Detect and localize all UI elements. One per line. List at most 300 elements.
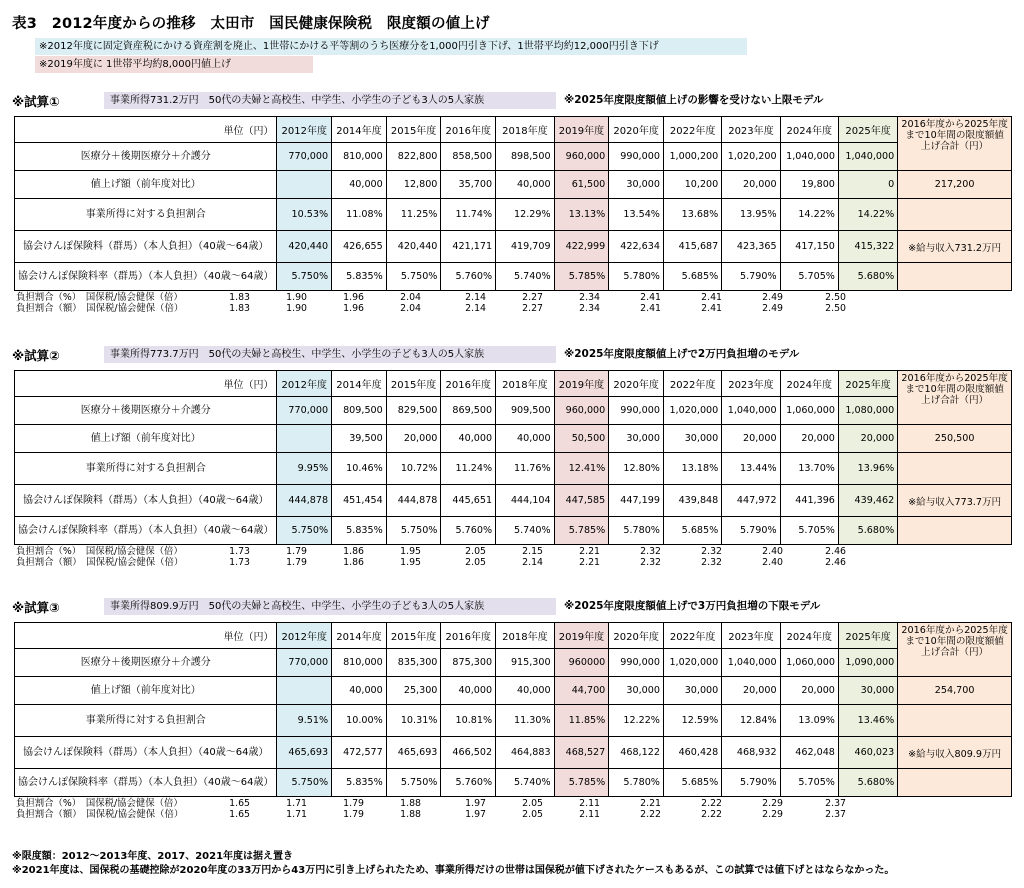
table-cell: 468,932 [722,737,780,769]
year-header: 2018年度 [496,623,555,649]
table-cell: 822,800 [386,143,441,171]
table-cell: 10.53% [277,199,332,231]
trial-section-1 [12,92,1012,314]
table-cell: 869,500 [441,397,496,425]
table-cell: 5.790% [722,517,780,545]
trial-table [14,622,1012,797]
table-cell: 30,000 [663,425,721,453]
ratio-value: 1.73 [229,557,250,568]
table-cell: 1,080,000 [838,397,897,425]
year-header: 2019年度 [554,623,609,649]
table-cell: 13.70% [780,453,838,485]
ratio-value: 2.41 [640,292,661,303]
salary-income-note: ※給与収入773.7万円 [898,485,1012,517]
table-cell [277,171,332,199]
table-cell: 990,000 [609,649,664,677]
total-column-blank [898,705,1012,737]
table-cell: 465,693 [386,737,441,769]
table-cell: 30,000 [609,677,664,705]
table-row [15,171,1012,199]
table-cell: 30,000 [609,171,664,199]
year-header: 2016年度 [441,371,496,397]
ratio-value: 1.71 [286,809,307,820]
trial-header [12,346,1012,364]
table-cell: 20,000 [722,425,780,453]
table-row [15,397,1012,425]
table-cell: 439,848 [663,485,721,517]
total-column-blank [898,263,1012,291]
table-cell: 444,104 [496,485,555,517]
table-cell: 5.685% [663,769,721,797]
table-cell: 5.750% [277,263,332,291]
year-header: 2016年度 [441,623,496,649]
row-label: 協会けんぽ保険料（群馬）（本人負担）（40歳～64歳） [15,485,277,517]
table-cell: 10.81% [441,705,496,737]
ratio-value: 2.04 [400,292,421,303]
table-cell: 460,428 [663,737,721,769]
ratio-label: 負担割合（額） 国保税/協会健保（倍） [16,557,184,568]
trial-model-note: ※2025年度限度額値上げの影響を受けない上限モデル [564,94,824,106]
year-header: 2025年度 [838,117,897,143]
table-cell: 462,048 [780,737,838,769]
table-cell: 40,000 [496,171,555,199]
table-header-row [15,371,1012,397]
ratio-value: 1.97 [465,798,486,809]
table-cell: 447,585 [554,485,609,517]
table-cell: 898,500 [496,143,555,171]
table-cell: 30,000 [663,677,721,705]
table-cell: 423,365 [722,231,780,263]
year-header: 2014年度 [332,371,387,397]
table-cell: 1,060,000 [780,649,838,677]
ratio-value: 1.90 [286,292,307,303]
table-cell: 419,709 [496,231,555,263]
table-cell: 1,090,000 [838,649,897,677]
ratio-value: 1.83 [229,292,250,303]
ratio-value: 1.79 [343,798,364,809]
table-cell: 5.835% [332,263,387,291]
ratio-value: 2.41 [701,292,722,303]
table-cell: 468,527 [554,737,609,769]
footnotes [12,850,894,878]
ratio-value: 2.41 [701,303,722,314]
trial-description: 事業所得773.7万円 50代の夫婦と高校生、中学生、小学生の子ども3人の5人家族 [104,346,556,363]
table-cell: 770,000 [277,143,332,171]
year-header: 2014年度 [332,117,387,143]
year-header: 2015年度 [386,623,441,649]
salary-income-note: ※給与収入809.9万円 [898,737,1012,769]
ratio-value: 2.21 [579,546,600,557]
ratio-table [14,546,849,568]
ratio-value: 1.86 [343,557,364,568]
unit-header: 単位（円） [15,117,277,143]
table-cell: 5.835% [332,517,387,545]
ratio-value: 2.32 [640,557,661,568]
ratio-value: 1.96 [343,303,364,314]
ratio-label: 負担割合（%） 国保税/協会健保（倍） [16,546,183,557]
table-cell: 5.835% [332,769,387,797]
ratio-value: 1.90 [286,303,307,314]
table-cell: 1,040,000 [722,397,780,425]
ratio-label: 負担割合（%） 国保税/協会健保（倍） [16,798,183,809]
table-cell: 13.44% [722,453,780,485]
table-cell: 9.95% [277,453,332,485]
table-cell: 468,122 [609,737,664,769]
row-label: 医療分＋後期医療分＋介護分 [15,649,277,677]
table-cell: 13.13% [554,199,609,231]
table-cell: 20,000 [780,425,838,453]
table-row [15,737,1012,769]
ratio-value: 1.65 [229,798,250,809]
total-column-blank [898,453,1012,485]
table-cell: 1,020,200 [722,143,780,171]
table-cell: 20,000 [780,677,838,705]
table-cell: 12.59% [663,705,721,737]
row-label: 協会けんぽ保険料（群馬）（本人負担）（40歳～64歳） [15,231,277,263]
ratio-row [14,546,849,557]
table-cell: 40,000 [332,171,387,199]
table-cell [277,425,332,453]
table-cell: 770,000 [277,397,332,425]
table-cell: 13.96% [838,453,897,485]
table-cell: 5.740% [496,517,555,545]
table-cell: 40,000 [496,425,555,453]
ratio-value: 2.21 [640,798,661,809]
year-header: 2023年度 [722,371,780,397]
ratio-value: 1.97 [465,809,486,820]
ratio-value: 2.05 [465,557,486,568]
note-2019: ※2019年度に 1世帯平均約8,000円値上げ [35,56,313,73]
table-cell: 9.51% [277,705,332,737]
table-row [15,649,1012,677]
table-cell: 420,440 [277,231,332,263]
ratio-value: 1.96 [343,292,364,303]
table-cell: 5.680% [838,769,897,797]
table-cell [277,677,332,705]
table-cell: 11.25% [386,199,441,231]
year-header: 2012年度 [277,117,332,143]
year-header: 2020年度 [609,371,664,397]
row-label: 協会けんぽ保険料率（群馬）（本人負担）（40歳～64歳） [15,769,277,797]
table-cell: 810,000 [332,143,387,171]
table-cell: 875,300 [441,649,496,677]
ratio-value: 2.22 [701,798,722,809]
row-label: 事業所得に対する負担割合 [15,705,277,737]
ratio-value: 2.34 [579,292,600,303]
table-cell: 13.68% [663,199,721,231]
ratio-value: 2.46 [825,557,846,568]
table-cell: 13.54% [609,199,664,231]
table-cell: 5.785% [554,263,609,291]
table-cell: 5.685% [663,517,721,545]
table-row [15,705,1012,737]
table-cell: 960,000 [554,143,609,171]
table-cell: 5.790% [722,769,780,797]
year-header: 2019年度 [554,117,609,143]
table-row [15,485,1012,517]
table-cell: 441,396 [780,485,838,517]
ratio-value: 1.73 [229,546,250,557]
table-cell: 909,500 [496,397,555,425]
ratio-value: 2.14 [465,292,486,303]
table-cell: 5.760% [441,517,496,545]
unit-header: 単位（円） [15,371,277,397]
table-cell: 11.30% [496,705,555,737]
row-label: 値上げ額（前年度対比） [15,677,277,705]
table-cell: 5.750% [277,769,332,797]
ratio-value: 2.49 [762,303,783,314]
table-cell: 809,500 [332,397,387,425]
table-cell: 810,000 [332,649,387,677]
table-cell: 460,023 [838,737,897,769]
table-cell: 40,000 [441,677,496,705]
row-label: 事業所得に対する負担割合 [15,199,277,231]
table-cell: 13.46% [838,705,897,737]
table-cell: 960,000 [554,397,609,425]
table-cell: 11.08% [332,199,387,231]
trial-table [14,370,1012,545]
table-cell: 12.84% [722,705,780,737]
table-cell: 415,687 [663,231,721,263]
ratio-value: 2.15 [522,546,543,557]
row-label: 協会けんぽ保険料率（群馬）（本人負担）（40歳～64歳） [15,517,277,545]
trial-model-note: ※2025年度限度額値上げで2万円負担増のモデル [564,348,800,360]
table-cell: 770,000 [277,649,332,677]
table-cell: 1,060,000 [780,397,838,425]
ratio-value: 2.37 [825,798,846,809]
year-header: 2024年度 [780,117,838,143]
table-cell: 5.740% [496,263,555,291]
ratio-value: 2.14 [522,557,543,568]
table-cell: 466,502 [441,737,496,769]
ratio-value: 2.41 [640,303,661,314]
ratio-value: 2.29 [762,809,783,820]
ratio-value: 2.40 [762,557,783,568]
table-row [15,677,1012,705]
table-cell: 44,700 [554,677,609,705]
table-cell: 915,300 [496,649,555,677]
trial-section-3 [12,598,1012,820]
table-cell: 11.24% [441,453,496,485]
table-cell: 25,300 [386,677,441,705]
table-cell: 5.780% [609,263,664,291]
ratio-value: 1.79 [286,546,307,557]
table-row [15,453,1012,485]
year-header: 2022年度 [663,623,721,649]
table-cell: 445,651 [441,485,496,517]
table-cell: 1,000,200 [663,143,721,171]
trial-table [14,116,1012,291]
ratio-value: 2.27 [522,303,543,314]
ratio-value: 1.71 [286,798,307,809]
table-cell: 10.31% [386,705,441,737]
table-cell: 14.22% [838,199,897,231]
row-label: 協会けんぽ保険料率（群馬）（本人負担）（40歳～64歳） [15,263,277,291]
table-cell: 0 [838,171,897,199]
ratio-row [14,292,849,303]
ratio-value: 1.95 [400,546,421,557]
table-row [15,231,1012,263]
table-cell: 5.740% [496,769,555,797]
table-cell: 464,883 [496,737,555,769]
table-cell: 426,655 [332,231,387,263]
ratio-table [14,798,849,820]
table-row [15,425,1012,453]
table-cell: 5.760% [441,769,496,797]
table-cell: 10,200 [663,171,721,199]
table-cell: 5.780% [609,769,664,797]
ratio-table [14,292,849,314]
ratio-value: 2.04 [400,303,421,314]
ratio-value: 2.11 [579,809,600,820]
ratio-row [14,303,849,314]
table-cell: 421,171 [441,231,496,263]
table-cell: 472,577 [332,737,387,769]
year-header: 2012年度 [277,371,332,397]
ratio-value: 2.37 [825,809,846,820]
year-header: 2014年度 [332,623,387,649]
year-header: 2022年度 [663,371,721,397]
table-cell: 5.790% [722,263,780,291]
ratio-row [14,809,849,820]
table-cell: 417,150 [780,231,838,263]
table-cell: 1,020,000 [663,649,721,677]
ratio-value: 2.32 [701,546,722,557]
table-cell: 990,000 [609,397,664,425]
table-cell: 20,000 [722,677,780,705]
table-cell: 5.785% [554,517,609,545]
table-cell: 30,000 [609,425,664,453]
ratio-value: 1.83 [229,303,250,314]
ratio-value: 2.34 [579,303,600,314]
row-label: 事業所得に対する負担割合 [15,453,277,485]
table-cell: 858,500 [441,143,496,171]
table-cell: 39,500 [332,425,387,453]
table-cell: 5.750% [386,769,441,797]
total-increase-value: 250,500 [898,425,1012,453]
table-cell: 10.00% [332,705,387,737]
trial-header [12,92,1012,110]
ratio-value: 2.05 [465,546,486,557]
trial-label: ※試算① [12,94,60,109]
ratio-value: 1.86 [343,546,364,557]
page-title: 表3 2012年度からの推移 太田市 国民健康保険税 限度額の値上げ [12,16,490,32]
footnote-2021: ※2021年度は、国保税の基礎控除が2020年度の33万円から43万円に引き上げられたため、事業所得だけの世帯は国保税が値下げされたケースもあるが、この試算では値下げとはならなかった。 [12,865,895,876]
row-label: 値上げ額（前年度対比） [15,171,277,199]
year-header: 2015年度 [386,371,441,397]
ratio-value: 2.22 [640,809,661,820]
table-cell: 12.80% [609,453,664,485]
table-cell: 12,800 [386,171,441,199]
ratio-value: 2.05 [522,798,543,809]
ratio-value: 2.11 [579,798,600,809]
footnote-limit: ※限度額：2012～2013年度、2017、2021年度は据え置き [12,851,294,862]
table-cell: 5.680% [838,517,897,545]
table-cell: 420,440 [386,231,441,263]
table-cell: 5.780% [609,517,664,545]
ratio-value: 2.49 [762,292,783,303]
table-cell: 50,500 [554,425,609,453]
table-row [15,769,1012,797]
ratio-value: 2.29 [762,798,783,809]
trial-label: ※試算③ [12,600,60,615]
table-cell: 20,000 [722,171,780,199]
table-cell: 1,040,000 [838,143,897,171]
table-cell: 451,454 [332,485,387,517]
year-header: 2016年度 [441,117,496,143]
table-cell: 422,634 [609,231,664,263]
ratio-value: 2.21 [579,557,600,568]
table-row [15,143,1012,171]
table-cell: 5.750% [386,517,441,545]
table-cell: 10.72% [386,453,441,485]
year-header: 2024年度 [780,623,838,649]
table-cell: 835,300 [386,649,441,677]
trial-description: 事業所得809.9万円 50代の夫婦と高校生、中学生、小学生の子ども3人の5人家族 [104,598,556,615]
table-cell: 5.760% [441,263,496,291]
year-header: 2018年度 [496,371,555,397]
row-label: 医療分＋後期医療分＋介護分 [15,143,277,171]
table-cell: 13.09% [780,705,838,737]
table-cell: 829,500 [386,397,441,425]
table-cell: 415,322 [838,231,897,263]
ratio-value: 2.32 [701,557,722,568]
row-label: 医療分＋後期医療分＋介護分 [15,397,277,425]
year-header: 2018年度 [496,117,555,143]
table-cell: 5.705% [780,263,838,291]
year-header: 2023年度 [722,623,780,649]
table-cell: 40,000 [496,677,555,705]
salary-income-note: ※給与収入731.2万円 [898,231,1012,263]
ratio-value: 2.05 [522,809,543,820]
total-column-blank [898,769,1012,797]
row-label: 値上げ額（前年度対比） [15,425,277,453]
table-cell: 1,040,000 [780,143,838,171]
table-cell: 11.74% [441,199,496,231]
ratio-value: 2.14 [465,303,486,314]
table-cell: 10.46% [332,453,387,485]
table-cell: 12.41% [554,453,609,485]
table-cell: 444,878 [386,485,441,517]
table-cell: 447,972 [722,485,780,517]
ratio-value: 1.65 [229,809,250,820]
year-header: 2023年度 [722,117,780,143]
table-cell: 12.22% [609,705,664,737]
total-column-blank [898,517,1012,545]
total-column-header: 2016年度から2025年度まで10年間の限度額値上げ合計（円） [898,623,1012,677]
table-cell: 447,199 [609,485,664,517]
ratio-value: 2.22 [701,809,722,820]
table-row [15,517,1012,545]
table-cell: 465,693 [277,737,332,769]
table-cell: 35,700 [441,171,496,199]
table-cell: 990,000 [609,143,664,171]
table-row [15,263,1012,291]
table-cell: 11.76% [496,453,555,485]
table-cell: 20,000 [386,425,441,453]
year-header: 2019年度 [554,371,609,397]
year-header: 2020年度 [609,623,664,649]
table-cell: 12.29% [496,199,555,231]
table-row [15,199,1012,231]
ratio-value: 2.46 [825,546,846,557]
year-header: 2025年度 [838,623,897,649]
table-cell: 40,000 [441,425,496,453]
table-cell: 14.22% [780,199,838,231]
total-column-header: 2016年度から2025年度まで10年間の限度額値上げ合計（円） [898,371,1012,425]
ratio-label: 負担割合（額） 国保税/協会健保（倍） [16,303,184,314]
table-cell: 444,878 [277,485,332,517]
